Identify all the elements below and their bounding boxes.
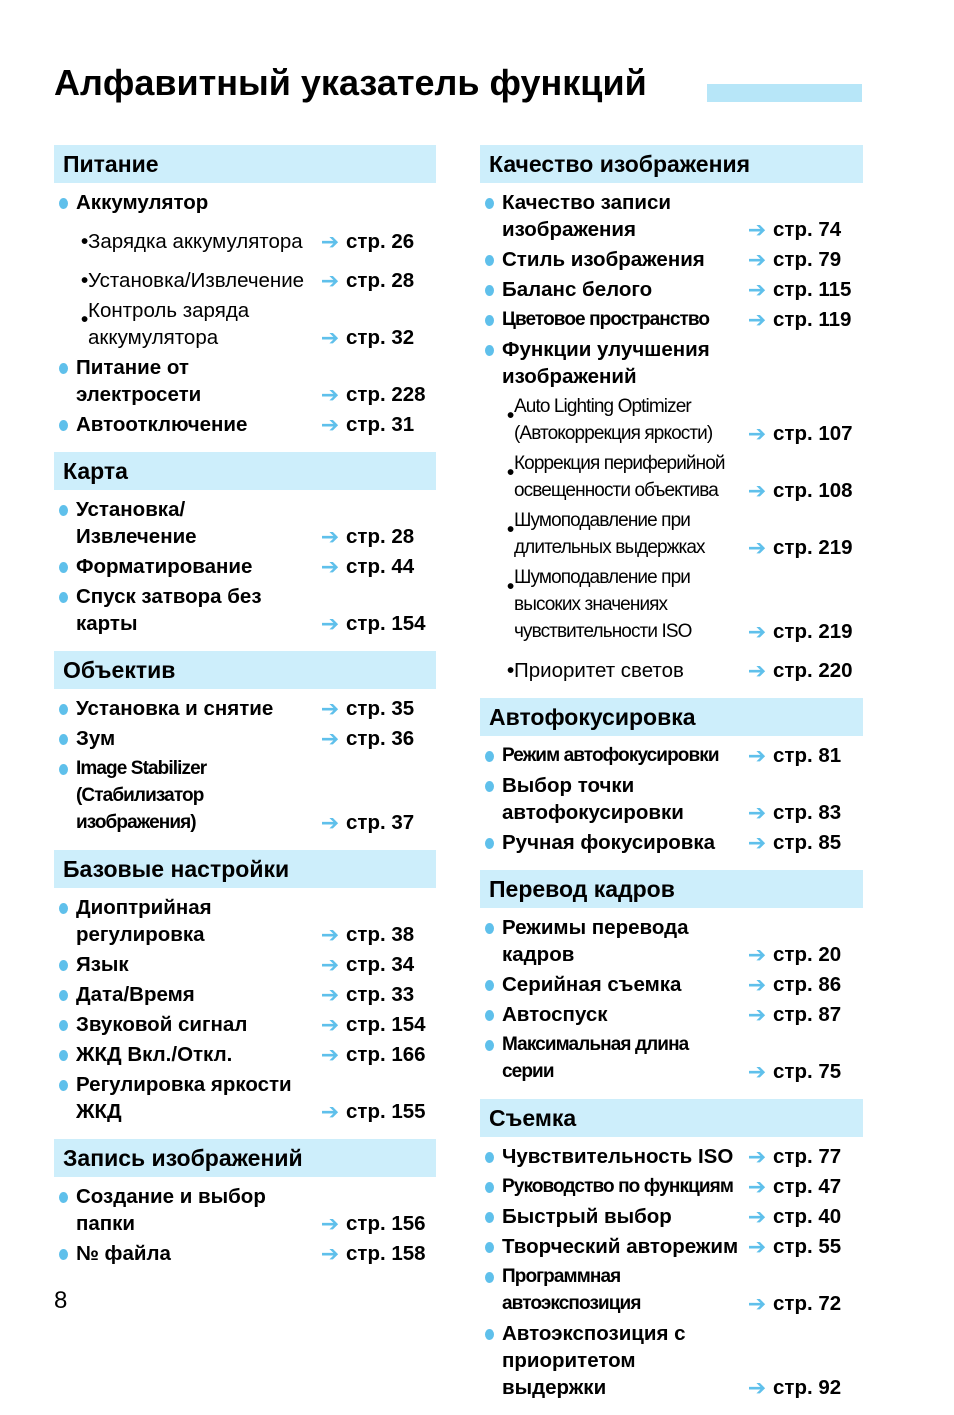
section-header: Запись изображений [54,1139,436,1177]
bullet-icon [54,981,68,1001]
arrow-right-icon: ➔ [747,247,767,272]
arrow-right-icon: ➔ [747,830,767,855]
entry-label: № файла [76,1242,171,1265]
entry-label: Серийная съемка [502,973,682,996]
arrow-right-icon: ➔ [320,229,340,254]
arrow-right-icon: ➔ [747,1002,767,1027]
page-reference[interactable]: стр. 108 [773,479,853,502]
bullet-icon [54,951,68,971]
page-number: 8 [54,1287,68,1314]
bullet-icon [480,1173,494,1193]
page-reference[interactable]: стр. 166 [346,1043,426,1066]
index-entry [54,1183,436,1237]
arrow-right-icon: ➔ [320,382,340,407]
page-reference[interactable]: стр. 31 [346,413,415,436]
entry-label: Зум [76,727,116,750]
arrow-right-icon: ➔ [320,726,340,751]
arrow-right-icon: ➔ [747,1234,767,1259]
section-header: Перевод кадров [480,870,863,908]
page-reference[interactable]: стр. 72 [773,1292,842,1315]
bullet-icon [54,1071,68,1091]
index-section [480,698,863,856]
entry-label: Быстрый выбор [502,1205,672,1228]
arrow-right-icon: ➔ [320,922,340,947]
page-reference[interactable]: стр. 155 [346,1100,426,1123]
bullet-icon [480,1143,494,1163]
entry-label: Шумоподавление при высоких значениях чувствительности ISO [514,567,692,642]
page-reference[interactable]: стр. 219 [773,536,853,559]
arrow-right-icon: ➔ [747,800,767,825]
arrow-right-icon: ➔ [320,554,340,579]
bullet-icon [480,742,494,762]
entry-label: Диоптрийная регулировка [76,896,212,946]
index-entry [480,276,863,303]
sub-entry [480,393,863,447]
entry-label: Автоотключение [76,413,248,436]
bullet-icon [54,496,68,516]
bullet-icon [480,829,494,849]
index-entry [54,1240,436,1267]
entry-label: Режим автофокусировки [502,745,719,766]
index-entry [480,1001,863,1028]
entry-label: Программная автоэкспозиция [502,1266,641,1314]
index-entry [480,829,863,856]
arrow-right-icon: ➔ [747,942,767,967]
index-section [480,145,863,684]
entry-label: Максимальная длина серии [502,1034,689,1082]
index-entry [480,306,863,333]
index-entry [480,914,863,968]
sub-entry [54,297,436,351]
page-reference[interactable]: стр. 44 [346,555,415,578]
bullet-icon [480,1320,494,1340]
arrow-right-icon: ➔ [320,268,340,293]
index-section [54,651,436,836]
bullet-icon [480,306,494,326]
entry-label: Функции улучшения изображений [502,338,710,388]
index-section [54,145,436,438]
entry-label: Творческий авторежим [502,1235,739,1258]
entry-label: Питание от электросети [76,356,202,406]
page-reference[interactable]: стр. 55 [773,1235,842,1258]
index-entry [54,951,436,978]
section-header: Объектив [54,651,436,689]
index-entry [54,755,436,836]
index-entry [480,1263,863,1317]
bullet-icon [480,246,494,266]
bullet-icon [480,1263,494,1283]
page-reference[interactable]: стр. 83 [773,801,842,824]
arrow-right-icon: ➔ [747,1174,767,1199]
page-reference[interactable]: стр. 219 [773,620,853,643]
index-entry [54,695,436,722]
arrow-right-icon: ➔ [320,524,340,549]
arrow-right-icon: ➔ [747,277,767,302]
index-entry [480,1203,863,1230]
bullet-icon [54,1240,68,1260]
section-header: Базовые настройки [54,850,436,888]
index-entry [480,1233,863,1260]
entry-label: Автоэкспозиция с приоритетом выдержки [502,1322,686,1399]
left-column [54,145,436,1281]
arrow-right-icon: ➔ [320,1012,340,1037]
bullet-icon [54,1041,68,1061]
index-entry [480,772,863,826]
arrow-right-icon: ➔ [747,658,767,683]
bullet-icon [54,725,68,745]
entry-label: Баланс белого [502,278,653,301]
index-entry [480,1031,863,1085]
bullet-icon [480,276,494,296]
arrow-right-icon: ➔ [747,421,767,446]
section-header: Карта [54,452,436,490]
entry-label: Image Stabilizer (Стабилизатор изображения) [76,758,207,833]
entry-label: Контроль заряда аккумулятора [88,299,250,349]
section-header: Качество изображения [480,145,863,183]
bullet-icon [480,1203,494,1223]
index-entry [54,583,436,637]
arrow-right-icon: ➔ [747,619,767,644]
page-reference[interactable]: стр. 85 [773,831,842,854]
arrow-right-icon: ➔ [747,1204,767,1229]
arrow-right-icon: ➔ [747,972,767,997]
index-entry [480,189,863,243]
page-reference[interactable]: стр. 79 [773,248,842,271]
sub-bullet: • [81,230,89,253]
bullet-icon [480,1233,494,1253]
arrow-right-icon: ➔ [320,325,340,350]
sub-bullet: • [507,518,515,541]
bullet-icon [480,772,494,792]
arrow-right-icon: ➔ [320,810,340,835]
index-section [480,870,863,1085]
index-entry [54,981,436,1008]
bullet-icon [54,755,68,775]
page-reference[interactable]: стр. 74 [773,218,842,241]
page-reference[interactable]: стр. 32 [346,326,415,349]
page-reference[interactable]: стр. 20 [773,943,842,966]
entry-label: Звуковой сигнал [76,1013,248,1036]
entry-label: Дата/Время [76,983,195,1006]
arrow-right-icon: ➔ [747,307,767,332]
entry-label: Режимы перевода кадров [502,916,689,966]
page-reference[interactable]: стр. 158 [346,1242,426,1265]
index-entry [480,971,863,998]
bullet-icon [54,583,68,603]
bullet-icon [480,914,494,934]
index-entry [480,742,863,769]
entry-label: Чувствительность ISO [502,1145,734,1168]
index-entry [480,1173,863,1200]
page-reference[interactable]: стр. 35 [346,697,415,720]
index-entry [54,354,436,408]
entry-label: Форматирование [76,555,253,578]
entry-label: Шумоподавление при длительных выдержках [514,510,705,558]
entry-label: Спуск затвора без карты [76,585,262,635]
page-reference[interactable]: стр. 81 [773,744,842,767]
page-reference[interactable]: стр. 37 [346,811,415,834]
sub-entry [54,258,436,294]
page-reference[interactable]: стр. 228 [346,383,426,406]
sub-bullet: • [507,575,515,598]
page-reference[interactable]: стр. 33 [346,983,415,1006]
index-entry [480,1320,863,1401]
bullet-icon [54,695,68,715]
bullet-icon [54,894,68,914]
page-reference[interactable]: стр. 154 [346,1013,426,1036]
arrow-right-icon: ➔ [747,1144,767,1169]
bullet-icon [54,1183,68,1203]
index-section [54,1139,436,1267]
sub-bullet: • [507,404,515,427]
sub-entry [54,219,436,255]
sub-bullet: • [81,308,89,331]
sub-bullet: • [507,461,515,484]
page-reference[interactable]: стр. 86 [773,973,842,996]
bullet-icon [480,189,494,209]
section-header: Питание [54,145,436,183]
sub-entry [480,564,863,645]
index-entry [54,894,436,948]
arrow-right-icon: ➔ [320,611,340,636]
bullet-icon [54,1011,68,1031]
entry-label: Установка/Извлечение [88,269,305,292]
page-reference[interactable]: стр. 119 [773,308,852,331]
page-reference[interactable]: стр. 87 [773,1003,842,1026]
arrow-right-icon: ➔ [320,1211,340,1236]
index-section [54,452,436,637]
index-section [480,1099,863,1401]
entry-label: Коррекция периферийной освещенности объектива [514,453,725,501]
index-entry [54,1071,436,1125]
arrow-right-icon: ➔ [747,1375,767,1400]
index-entry [54,1011,436,1038]
arrow-right-icon: ➔ [320,1042,340,1067]
index-entry [54,189,436,216]
index-entry [480,1143,863,1170]
sub-bullet: • [507,659,515,682]
arrow-right-icon: ➔ [320,412,340,437]
entry-label: Цветовое пространство [502,309,710,330]
page-reference[interactable]: стр. 34 [346,953,415,976]
page-reference[interactable]: стр. 92 [773,1376,842,1399]
entry-label: ЖКД Вкл./Откл. [76,1043,233,1066]
arrow-right-icon: ➔ [320,696,340,721]
page-reference[interactable]: стр. 77 [773,1145,842,1168]
entry-label: Автоспуск [502,1003,608,1026]
page-reference[interactable]: стр. 47 [773,1175,842,1198]
entry-label: Аккумулятор [76,191,209,214]
index-entry [54,553,436,580]
arrow-right-icon: ➔ [320,1099,340,1124]
page-reference[interactable]: стр. 40 [773,1205,842,1228]
page-reference[interactable]: стр. 115 [773,278,852,301]
index-entry [480,246,863,273]
entry-label: Auto Lighting Optimizer (Автокоррекция яркости) [514,396,713,444]
entry-label: Регулировка яркости ЖКД [76,1073,292,1123]
entry-label: Стиль изображения [502,248,705,271]
arrow-right-icon: ➔ [320,952,340,977]
index-entry [54,1041,436,1068]
entry-label: Установка/ Извлечение [76,498,197,548]
arrow-right-icon: ➔ [320,982,340,1007]
page-title: Алфавитный указатель функций [54,62,647,103]
index-entry [480,336,863,390]
bullet-icon [480,1001,494,1021]
page-reference[interactable]: стр. 220 [773,659,853,682]
sub-bullet: • [81,269,89,292]
entry-label: Приоритет светов [514,659,684,682]
sub-entry [480,648,863,684]
arrow-right-icon: ➔ [747,1059,767,1084]
index-entry [54,725,436,752]
page-reference[interactable]: стр. 38 [346,923,415,946]
arrow-right-icon: ➔ [747,535,767,560]
arrow-right-icon: ➔ [320,1241,340,1266]
arrow-right-icon: ➔ [747,217,767,242]
entry-label: Ручная фокусировка [502,831,716,854]
entry-label: Выбор точки автофокусировки [502,774,684,824]
arrow-right-icon: ➔ [747,1291,767,1316]
page-reference[interactable]: стр. 156 [346,1212,426,1235]
page-reference[interactable]: стр. 28 [346,269,415,292]
entry-label: Создание и выбор папки [76,1185,266,1235]
section-header: Автофокусировка [480,698,863,736]
page-reference[interactable]: стр. 154 [346,612,426,635]
bullet-icon [54,354,68,374]
page-reference[interactable]: стр. 107 [773,422,853,445]
sub-entry [480,450,863,504]
arrow-right-icon: ➔ [747,478,767,503]
bullet-icon [54,411,68,431]
entry-label: Установка и снятие [76,697,274,720]
entry-label: Руководство по функциям [502,1176,733,1197]
page-reference[interactable]: стр. 26 [346,230,415,253]
bullet-icon [54,553,68,573]
page-reference[interactable]: стр. 75 [773,1060,842,1083]
section-header: Съемка [480,1099,863,1137]
page-reference[interactable]: стр. 28 [346,525,415,548]
page-reference[interactable]: стр. 36 [346,727,415,750]
bullet-icon [480,1031,494,1051]
index-section [54,850,436,1125]
arrow-right-icon: ➔ [747,743,767,768]
entry-label: Язык [76,953,129,976]
bullet-icon [480,971,494,991]
index-entry [54,496,436,550]
title-accent-bar [707,84,862,102]
entry-label: Зарядка аккумулятора [88,230,303,253]
bullet-icon [54,189,68,209]
sub-entry [480,507,863,561]
index-entry [54,411,436,438]
bullet-icon [480,336,494,356]
right-column [480,145,863,1415]
entry-label: Качество записи изображения [502,191,671,241]
